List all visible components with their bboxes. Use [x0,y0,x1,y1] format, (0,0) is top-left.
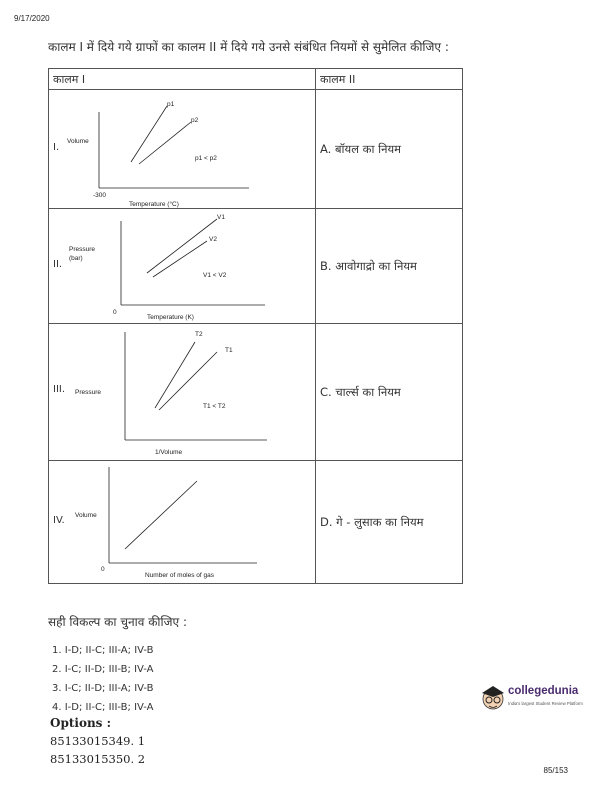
option-4[interactable]: 4. I-D; II-C; III-B; IV-A [52,702,154,713]
row-number: II. [53,259,63,270]
print-date: 9/17/2020 [14,14,50,23]
table-row [49,324,463,461]
relation-label: p1 < p2 [195,155,217,162]
column-2-header: कालम II [316,69,463,90]
relation-label: V1 < V2 [203,272,227,279]
match-table [48,68,463,584]
line-label-t2: T2 [195,331,203,338]
question-text: कालम I में दिये गये ग्राफों का कालम II में दिये गये उनसे संबंधित नियमों से सुमेलित कीजिए : [48,40,449,54]
options-label: Options : [50,716,112,730]
law-cell-b: B. आवोगाद्रो का नियम [316,209,463,324]
y-axis-label: Volume [67,138,89,145]
graph-cell-3 [49,324,316,461]
option-id-1: 85133015349. 1 [50,734,146,748]
graph-volume-moles [49,461,311,583]
brand-name: collegedunia [508,685,579,697]
option-3[interactable]: 3. I-C; II-D; III-A; IV-B [52,683,154,694]
origin-label: 0 [113,309,117,316]
line-label-p1: p1 [167,101,175,108]
graph-pressure-temperature [49,209,311,323]
graph-pressure-inverse-volume [49,324,311,460]
x-axis-label: Number of moles of gas [145,572,215,579]
options-list [52,641,154,717]
row-number: I. [53,142,60,153]
x-axis-label: 1/Volume [155,449,183,456]
graph-cell-1 [49,90,316,209]
table-row [49,209,463,324]
x-axis-label: Temperature (°C) [129,201,179,208]
choose-prompt: सही विकल्प का चुनाव कीजिए : [48,615,188,629]
option-id-2: 85133015350. 2 [50,752,146,766]
brand-tagline: India's largest Student Review Platform [508,701,583,706]
y-axis-label: Pressure [69,246,96,253]
isotherm-line-t2 [155,342,195,408]
option-2[interactable]: 2. I-C; II-D; III-B; IV-A [52,664,154,675]
origin-label: 0 [101,566,105,573]
origin-label: -300 [93,192,107,199]
law-cell-a: A. बॉयल का नियम [316,90,463,209]
isochore-line-v2 [153,241,207,277]
relation-label: T1 < T2 [203,403,226,410]
column-1-header: कालम I [49,69,316,90]
line-label-v1: V1 [217,214,225,221]
graph-boyle-temp-volume [49,90,311,208]
graph-cell-2 [49,209,316,324]
y-axis-label: Pressure [75,389,102,396]
y-axis-label-unit: (bar) [69,255,83,262]
table-header-row [49,69,463,90]
page-number: 85/153 [543,766,568,775]
isobar-line-p2 [139,122,191,164]
row-number: IV. [53,515,65,526]
x-axis-label: Temperature (K) [147,314,194,321]
line-label-t1: T1 [225,347,233,354]
proportional-line [125,481,197,549]
law-cell-c: C. चार्ल्स का नियम [316,324,463,461]
law-cell-d: D. गे - लुसाक का नियम [316,461,463,584]
table-row [49,461,463,584]
graph-cell-4 [49,461,316,584]
option-1[interactable]: 1. I-D; II-C; III-A; IV-B [52,645,154,656]
line-label-v2: V2 [209,236,217,243]
isotherm-line-t1 [159,352,217,410]
y-axis-label: Volume [75,512,97,519]
line-label-p2: p2 [191,117,199,124]
table-row [49,90,463,209]
row-number: III. [53,384,66,395]
isobar-line-p1 [131,106,167,162]
mascot-logo-icon [478,682,508,714]
isochore-line-v1 [147,219,217,273]
